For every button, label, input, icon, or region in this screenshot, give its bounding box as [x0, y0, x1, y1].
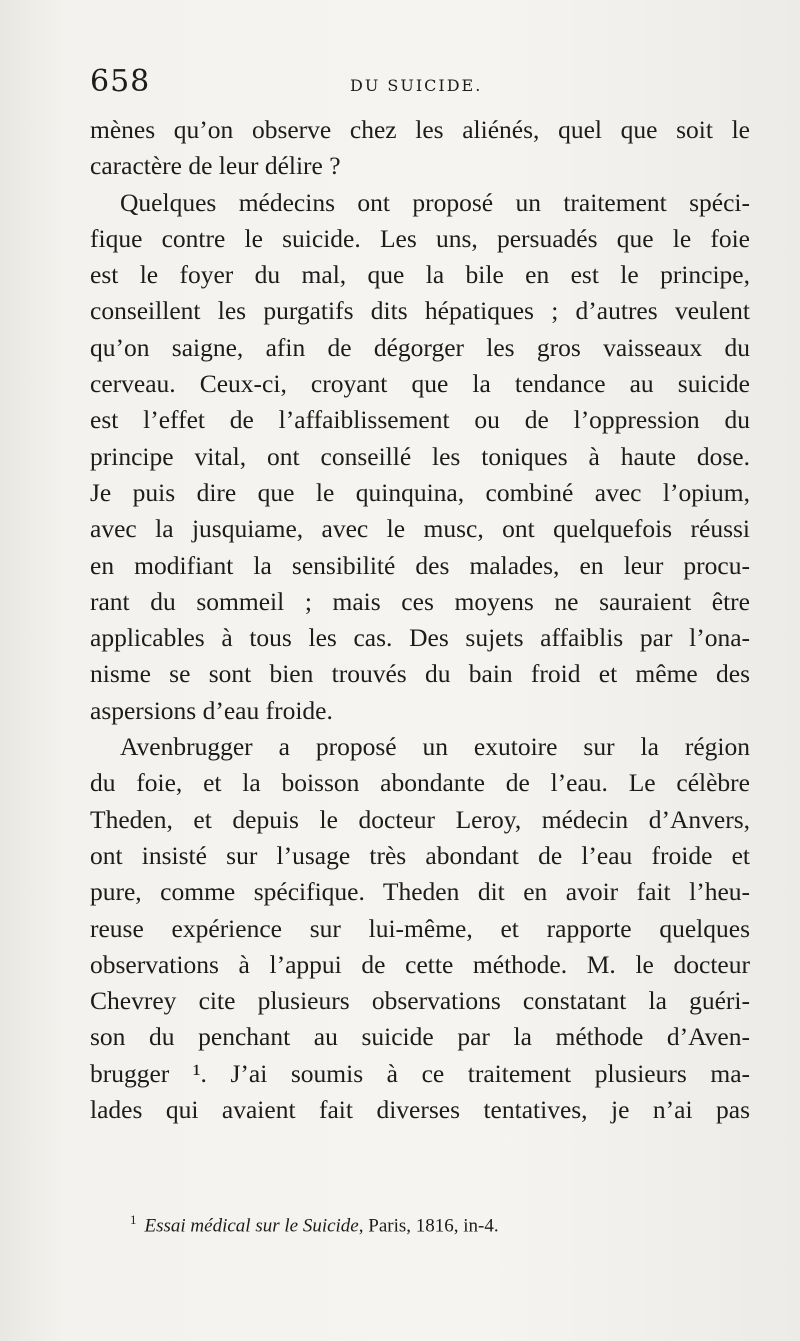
- text-line: est le foyer du mal, que la bile en est le principe,: [90, 260, 750, 290]
- text-line: Avenbrugger a proposé un exutoire sur la région: [120, 732, 750, 762]
- text-line: conseillent les purgatifs dits hépatiques ; d’autres veulent: [90, 296, 750, 326]
- footnote-marker: 1: [130, 1212, 137, 1227]
- text-line: avec la jusquiame, avec le musc, ont quelquefois réussi: [90, 514, 750, 544]
- text-line: principe vital, ont conseillé les toniques à haute dose.: [90, 441, 750, 471]
- footnote-rest: , Paris, 1816, in-4.: [358, 1215, 499, 1237]
- text-line: reuse expérience sur lui-même, et rapporte quelques: [90, 913, 750, 943]
- text-line: Theden, et depuis le docteur Leroy, médecin d’Anvers,: [90, 804, 750, 834]
- text-line: est l’effet de l’affaiblissement ou de l’oppression du: [90, 405, 750, 435]
- footnote: [130, 1208, 750, 1238]
- text-line: aspersions d’eau froide.: [90, 695, 333, 725]
- text-line: rant du sommeil ; mais ces moyens ne sauraient être: [90, 586, 750, 616]
- text-line: nisme se sont bien trouvés du bain froid et même des: [90, 659, 750, 689]
- page-number: 658: [90, 64, 151, 99]
- text-line: son du penchant au suicide par la méthode d’Aven-: [90, 1022, 750, 1052]
- text-line: fique contre le suicide. Les uns, persuadés que le foie: [90, 223, 750, 253]
- text-line: observations à l’appui de cette méthode. M. le docteur: [90, 949, 750, 979]
- footnote-title: Essai médical sur le Suicide: [144, 1215, 359, 1237]
- page-header: [90, 64, 750, 104]
- text-line: pure, comme spécifique. Theden dit en avoir fait l’heu-: [90, 877, 750, 907]
- text-line: lades qui avaient fait diverses tentatives, je n’ai pas: [90, 1095, 750, 1125]
- text-line: Chevrey cite plusieurs observations constatant la guéri-: [90, 986, 750, 1016]
- body-text: [90, 112, 750, 1128]
- text-line: ont insisté sur l’usage très abondant de l’eau froide et: [90, 840, 750, 870]
- text-line: du foie, et la boisson abondante de l’eau. Le célèbre: [90, 768, 750, 798]
- text-line: caractère de leur délire ?: [90, 151, 341, 181]
- text-line: Je puis dire que le quinquina, combiné avec l’opium,: [90, 477, 750, 507]
- text-line: applicables à tous les cas. Des sujets affaiblis par l’ona-: [90, 623, 750, 653]
- text-line: mènes qu’on observe chez les aliénés, quel que soit le: [90, 115, 750, 144]
- running-head: DU SUICIDE.: [350, 76, 483, 95]
- text-line: Quelques médecins ont proposé un traitement spéci-: [120, 187, 750, 217]
- text-line: brugger ¹. J’ai soumis à ce traitement plusieurs ma-: [90, 1058, 750, 1088]
- text-line: qu’on saigne, afin de dégorger les gros vaisseaux du: [90, 332, 750, 362]
- text-line: cerveau. Ceux-ci, croyant que la tendance au suicide: [90, 369, 750, 399]
- text-line: en modifiant la sensibilité des malades, en leur procu-: [90, 550, 750, 580]
